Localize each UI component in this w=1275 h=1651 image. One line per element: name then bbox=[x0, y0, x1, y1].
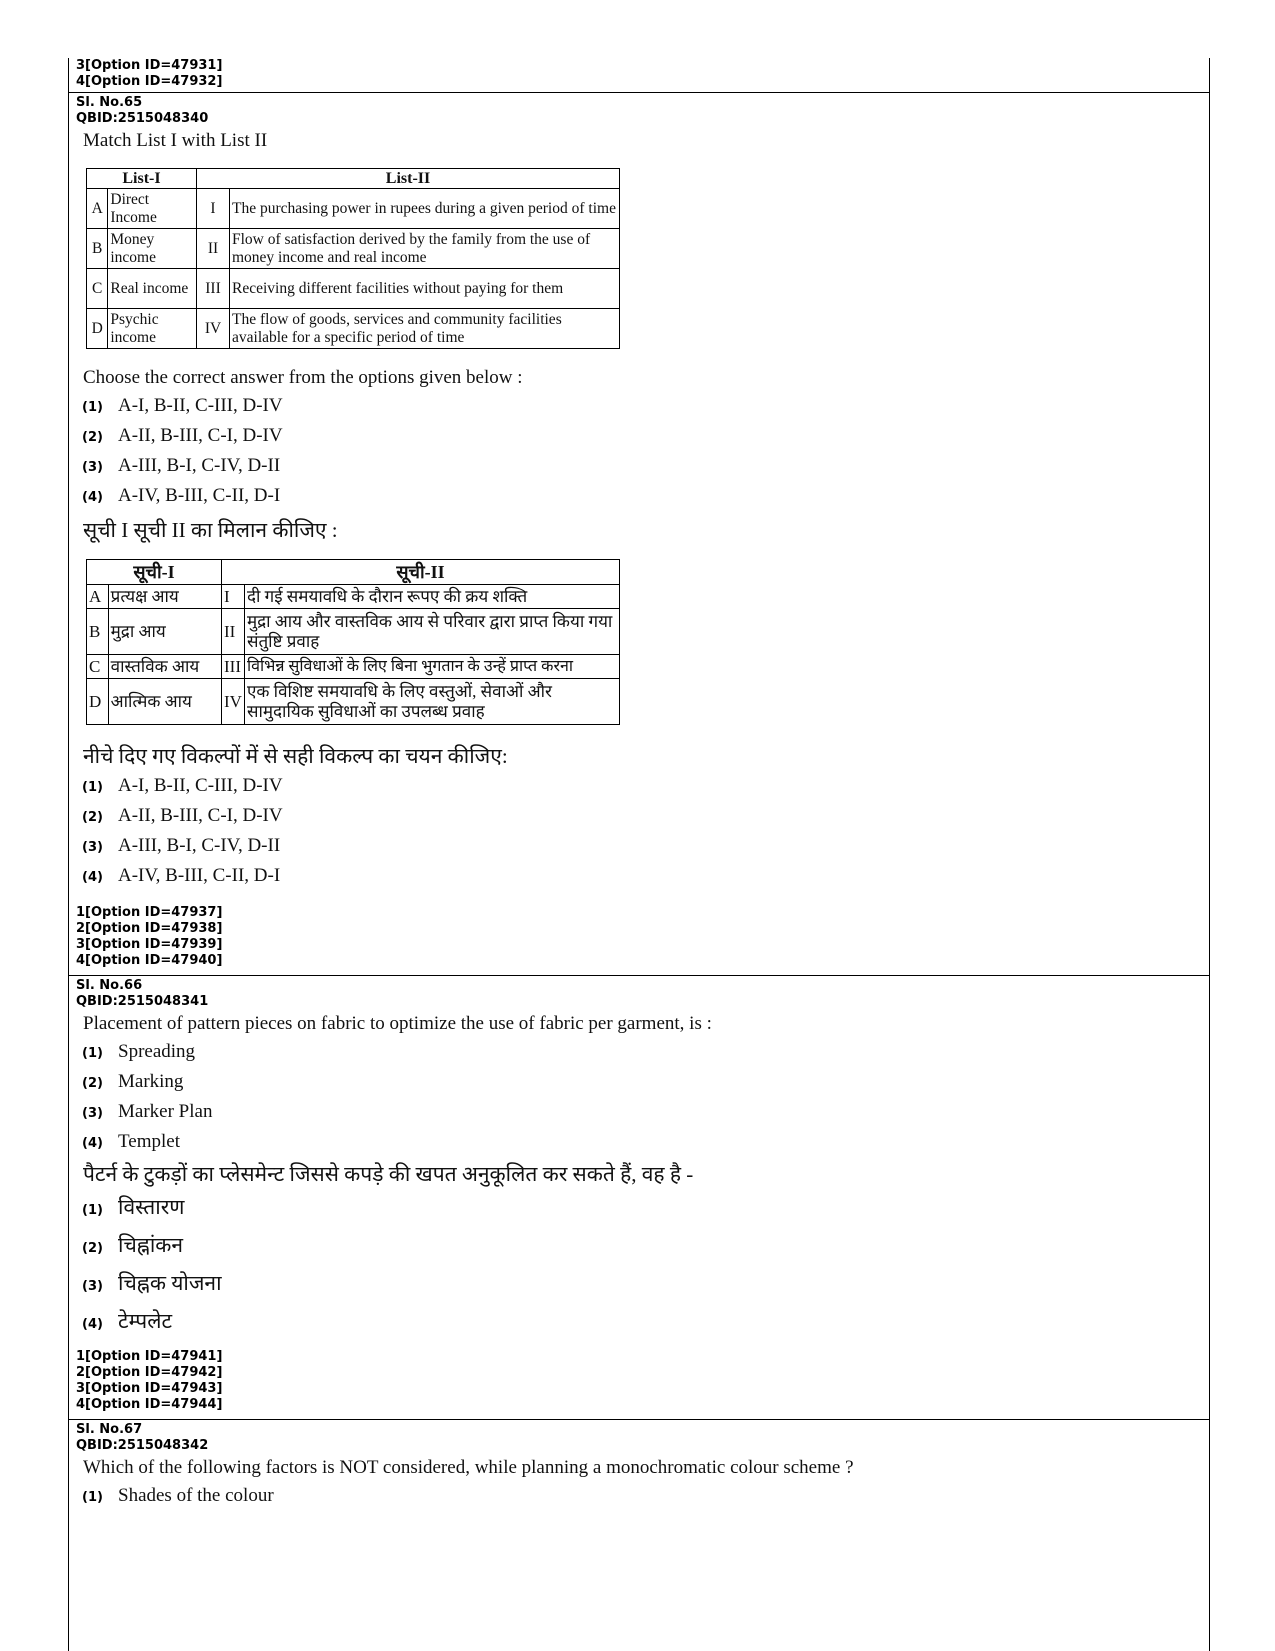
row-item: प्रत्यक्ष आय bbox=[108, 585, 221, 609]
option-item[interactable] bbox=[82, 1269, 1209, 1297]
option-text: A-II, B-III, C-I, D-IV bbox=[118, 805, 283, 826]
row-item: वास्तविक आय bbox=[108, 655, 221, 679]
question-text-en: Which of the following factors is NOT considered, while planning a monochromatic colour scheme ? bbox=[83, 1457, 854, 1478]
option-number: (3) bbox=[82, 460, 103, 475]
option-number: (1) bbox=[82, 1046, 103, 1061]
option-item[interactable] bbox=[82, 1101, 1209, 1123]
qbid: QBID:2515048340 bbox=[76, 111, 209, 126]
option-text: Spreading bbox=[118, 1041, 196, 1062]
option-item[interactable] bbox=[82, 835, 1209, 857]
question-text-en: Match List I with List II bbox=[83, 130, 268, 151]
prev-question-tail bbox=[69, 58, 1209, 93]
row-roman: III bbox=[197, 269, 230, 309]
match-table-en bbox=[86, 168, 620, 349]
page-frame bbox=[68, 58, 1210, 1651]
option-text: विस्तारण bbox=[118, 1195, 185, 1219]
question-65 bbox=[69, 93, 1209, 976]
table-header: List-I bbox=[87, 169, 197, 189]
option-item[interactable] bbox=[82, 1485, 1209, 1507]
table-row bbox=[87, 585, 620, 609]
row-item: आत्मिक आय bbox=[108, 679, 221, 725]
option-text: Marker Plan bbox=[118, 1101, 213, 1122]
option-number: (2) bbox=[82, 810, 103, 825]
row-key: B bbox=[87, 609, 109, 655]
option-text: Shades of the colour bbox=[118, 1485, 274, 1506]
qbid: QBID:2515048342 bbox=[76, 1438, 209, 1453]
option-number: (1) bbox=[82, 780, 103, 795]
option-text: चिह्नांकन bbox=[118, 1233, 184, 1257]
option-id: 3[Option ID=47943] bbox=[76, 1381, 223, 1396]
row-desc: Flow of satisfaction derived by the family from the use of money income and real income bbox=[230, 229, 620, 269]
question-text-en: Placement of pattern pieces on fabric to optimize the use of fabric per garment, is : bbox=[83, 1013, 712, 1034]
option-number: (4) bbox=[82, 1317, 103, 1332]
option-item[interactable] bbox=[82, 1131, 1209, 1153]
row-key: C bbox=[87, 269, 108, 309]
option-id: 2[Option ID=47938] bbox=[76, 921, 223, 936]
qbid: QBID:2515048341 bbox=[76, 994, 209, 1009]
row-roman: IV bbox=[222, 679, 245, 725]
option-number: (3) bbox=[82, 1106, 103, 1121]
option-text: A-II, B-III, C-I, D-IV bbox=[118, 425, 283, 446]
question-text-hi: सूची I सूची II का मिलान कीजिए : bbox=[83, 518, 338, 542]
table-row bbox=[87, 609, 620, 655]
option-id: 4[Option ID=47940] bbox=[76, 953, 223, 968]
row-item: Money income bbox=[108, 229, 197, 269]
row-desc: The purchasing power in rupees during a given period of time bbox=[230, 189, 620, 229]
option-number: (4) bbox=[82, 870, 103, 885]
option-id: 4[Option ID=47944] bbox=[76, 1397, 223, 1412]
option-text: A-I, B-II, C-III, D-IV bbox=[118, 775, 283, 796]
option-item[interactable] bbox=[82, 1071, 1209, 1093]
choose-text-hi: नीचे दिए गए विकल्पों में से सही विकल्प का चयन कीजिए: bbox=[83, 744, 508, 768]
option-number: (2) bbox=[82, 430, 103, 445]
row-key: A bbox=[87, 585, 109, 609]
row-roman: IV bbox=[197, 309, 230, 349]
option-id: 1[Option ID=47937] bbox=[76, 905, 223, 920]
row-desc: विभिन्न सुविधाओं के लिए बिना भुगतान के उन्हें प्राप्त करना bbox=[244, 655, 619, 679]
option-number: (3) bbox=[82, 1279, 103, 1294]
option-item[interactable] bbox=[82, 1307, 1209, 1335]
row-key: B bbox=[87, 229, 108, 269]
option-id: 2[Option ID=47942] bbox=[76, 1365, 223, 1380]
row-item: मुद्रा आय bbox=[108, 609, 221, 655]
option-text: A-IV, B-III, C-II, D-I bbox=[118, 865, 281, 886]
option-number: (3) bbox=[82, 840, 103, 855]
option-id: 3[Option ID=47939] bbox=[76, 937, 223, 952]
row-key: D bbox=[87, 679, 109, 725]
option-item[interactable] bbox=[82, 485, 1209, 507]
option-text: चिह्नक योजना bbox=[118, 1271, 222, 1295]
question-text-hi: पैटर्न के टुकड़ों का प्लेसमेन्ट जिससे कपड़े की खपत अनुकूलित कर सकते हैं, वह है - bbox=[83, 1162, 694, 1186]
row-desc: Receiving different facilities without paying for them bbox=[230, 269, 620, 309]
option-number: (4) bbox=[82, 490, 103, 505]
row-desc: मुद्रा आय और वास्तविक आय से परिवार द्वारा प्राप्त किया गया संतुष्टि प्रवाह bbox=[244, 609, 619, 655]
option-number: (2) bbox=[82, 1241, 103, 1256]
option-id: 3[Option ID=47931] bbox=[76, 58, 223, 73]
table-row bbox=[87, 229, 620, 269]
row-key: A bbox=[87, 189, 108, 229]
option-number: (4) bbox=[82, 1136, 103, 1151]
row-roman: II bbox=[222, 609, 245, 655]
option-id-list bbox=[76, 1349, 1209, 1413]
row-desc: The flow of goods, services and community facilities available for a specific period of time bbox=[230, 309, 620, 349]
table-row bbox=[87, 189, 620, 229]
serial-number: Sl. No.67 bbox=[76, 1422, 143, 1437]
row-roman: II bbox=[197, 229, 230, 269]
row-item: Psychic income bbox=[108, 309, 197, 349]
option-number: (2) bbox=[82, 1076, 103, 1091]
option-item[interactable] bbox=[82, 425, 1209, 447]
table-header: List-II bbox=[197, 169, 620, 189]
option-item[interactable] bbox=[82, 775, 1209, 797]
option-number: (1) bbox=[82, 400, 103, 415]
option-item[interactable] bbox=[82, 1231, 1209, 1259]
option-id-list bbox=[76, 905, 1209, 969]
option-item[interactable] bbox=[82, 865, 1209, 887]
table-row bbox=[87, 679, 620, 725]
row-roman: I bbox=[222, 585, 245, 609]
table-row bbox=[87, 655, 620, 679]
option-text: Marking bbox=[118, 1071, 184, 1092]
row-item: Direct Income bbox=[108, 189, 197, 229]
option-text: A-IV, B-III, C-II, D-I bbox=[118, 485, 281, 506]
option-item[interactable] bbox=[82, 1041, 1209, 1063]
row-desc: एक विशिष्ट समयावधि के लिए वस्तुओं, सेवाओं और सामुदायिक सुविधाओं का उपलब्ध प्रवाह bbox=[244, 679, 619, 725]
table-header: सूची-I bbox=[87, 560, 222, 585]
option-id: 4[Option ID=47932] bbox=[76, 74, 223, 89]
option-text: A-I, B-II, C-III, D-IV bbox=[118, 395, 283, 416]
option-item[interactable] bbox=[82, 395, 1209, 417]
option-text: टेम्पलेट bbox=[118, 1309, 173, 1333]
row-key: D bbox=[87, 309, 108, 349]
option-id: 1[Option ID=47941] bbox=[76, 1349, 223, 1364]
choose-text-en: Choose the correct answer from the options given below : bbox=[83, 367, 523, 388]
option-text: A-III, B-I, C-IV, D-II bbox=[118, 835, 281, 856]
serial-number: Sl. No.65 bbox=[76, 95, 143, 110]
option-text: Templet bbox=[118, 1131, 180, 1152]
row-desc: दी गई समयावधि के दौरान रूपए की क्रय शक्ति bbox=[244, 585, 619, 609]
option-number: (1) bbox=[82, 1203, 103, 1218]
option-text: A-III, B-I, C-IV, D-II bbox=[118, 455, 281, 476]
table-row bbox=[87, 309, 620, 349]
row-roman: I bbox=[197, 189, 230, 229]
row-item: Real income bbox=[108, 269, 197, 309]
option-number: (1) bbox=[82, 1490, 103, 1505]
serial-number: Sl. No.66 bbox=[76, 978, 143, 993]
row-roman: III bbox=[222, 655, 245, 679]
table-header: सूची-II bbox=[222, 560, 620, 585]
row-key: C bbox=[87, 655, 109, 679]
question-66 bbox=[69, 976, 1209, 1420]
table-row bbox=[87, 269, 620, 309]
match-table-hi bbox=[86, 559, 620, 725]
question-67 bbox=[69, 1420, 1209, 1521]
option-item[interactable] bbox=[82, 455, 1209, 477]
option-item[interactable] bbox=[82, 805, 1209, 827]
option-item[interactable] bbox=[82, 1193, 1209, 1221]
